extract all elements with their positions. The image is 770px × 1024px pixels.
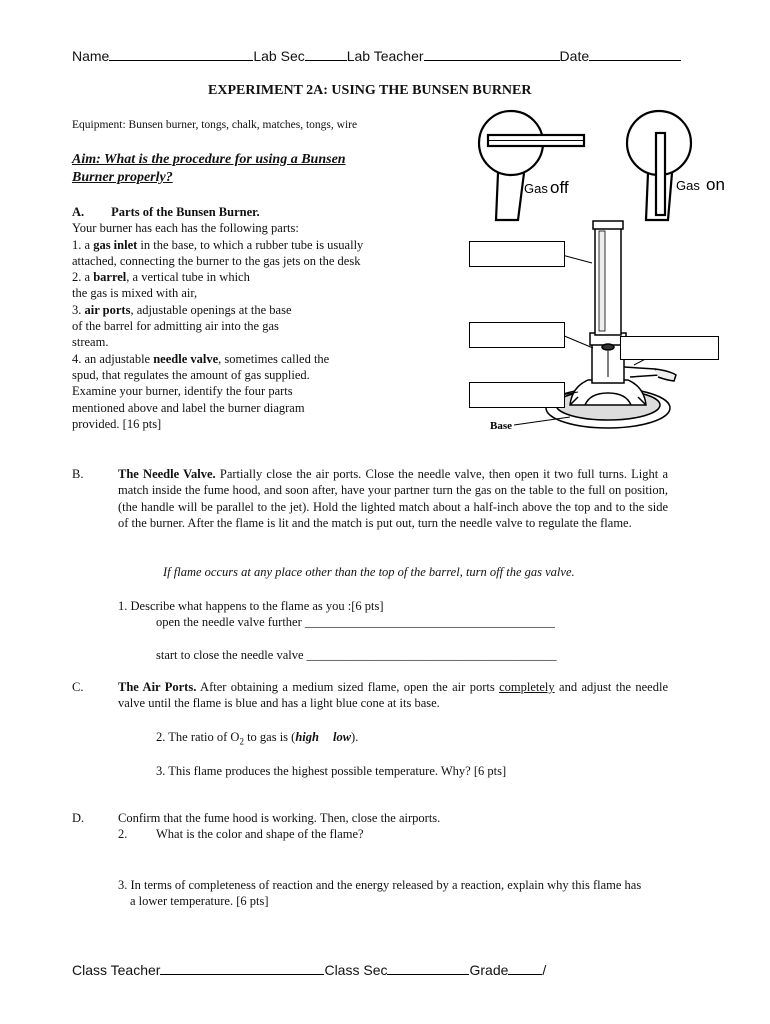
class-teacher-label: Class Teacher [72, 962, 161, 978]
section-a-heading: Parts of the Bunsen Burner. [111, 205, 260, 219]
section-c-letter: C. [72, 680, 84, 694]
gas-off-state: off [550, 178, 569, 197]
gas-on-valve-icon [627, 111, 691, 220]
class-sec-label: Class Sec [324, 962, 388, 978]
section-b-body [118, 466, 668, 531]
label-box-lower[interactable] [469, 382, 565, 408]
part-air-ports: 3. air ports, adjustable openings at the base [72, 302, 292, 317]
base-label: Base [490, 420, 512, 432]
bunsen-burner-icon [546, 221, 676, 428]
aim-line2: Burner properly? [72, 170, 173, 185]
footer-row [72, 962, 546, 978]
lab-teacher-label: Lab Teacher [346, 48, 424, 64]
section-c-heading: The Air Ports. [118, 680, 197, 694]
section-a-intro: Your burner has each has the following parts: [72, 221, 299, 236]
gas-on-label: Gas [676, 178, 700, 193]
label-box-top[interactable] [469, 241, 565, 267]
equipment-line: Equipment: Bunsen burner, tongs, chalk, matches, tongs, wire [72, 119, 358, 131]
section-d-q3-line1: 3. In terms of completeness of reaction and the energy released by a reaction, explain why this flame has [118, 878, 642, 892]
section-d-text: Confirm that the fume hood is working. Then, close the airports. [118, 811, 441, 825]
part-needle-valve-line2: spud, that regulates the amount of gas supplied. [72, 367, 310, 382]
section-d-q2: What is the color and shape of the flame? [156, 827, 364, 841]
section-b-text: Partially close the air ports. Close the needle valve, then open it two full turns. Light a match inside the fume hood, and soon after, have your partner turn the gas on the table to the full on position, (the handle will be parallel to the jet). Hold the lighted match about a half-inch above the top and to the side of the burner. After the flame is lit and the match is put out, turn the needle valve to regulate the flame. [118, 467, 668, 530]
examine-line: Examine your burner, identify the four parts [72, 384, 293, 399]
section-b-heading: The Needle Valve. [118, 467, 216, 481]
option-high[interactable]: high [295, 730, 319, 744]
date-field[interactable] [589, 48, 681, 61]
aim-line1: Aim: What is the procedure for using a Bunsen [72, 152, 346, 167]
aim [72, 151, 346, 187]
option-low[interactable]: low [332, 730, 352, 744]
section-a [72, 204, 363, 432]
part-air-ports-line3: stream. [72, 335, 109, 350]
section-d-letter: D. [72, 811, 85, 825]
question-3-temperature: 3. This flame produces the highest possible temperature. Why? [6 pts] [156, 764, 507, 778]
grade-label: Grade [469, 962, 509, 978]
part-barrel-line2: the gas is mixed with air, [72, 286, 198, 301]
label-box-right[interactable] [620, 336, 719, 360]
question-1: 1. Describe what happens to the flame as you :[6 pts] [118, 599, 384, 613]
flame-warning: If flame occurs at any place other than the top of the barrel, turn off the gas valve. [163, 565, 575, 579]
section-a-points: provided. [16 pts] [72, 416, 162, 431]
lab-teacher-field[interactable] [424, 48, 560, 61]
section-b-letter: B. [72, 467, 84, 481]
date-label: Date [559, 48, 590, 64]
grade-field[interactable] [508, 962, 542, 975]
header-row [72, 48, 681, 64]
part-barrel: 2. a barrel, a vertical tube in which [72, 270, 250, 285]
class-teacher-field[interactable] [160, 962, 324, 975]
question-1b: start to close the needle valve ________________________________________ [156, 648, 557, 662]
gas-on-state: on [706, 175, 725, 194]
lab-sec-label: Lab Sec [253, 48, 305, 64]
question-2-ratio: 2. The ratio of $O_2$ to gas is (high low). [156, 730, 359, 747]
section-a-heading-row [72, 204, 363, 220]
part-air-ports-line2: of the barrel for admitting air into the gas [72, 319, 279, 334]
page-title: EXPERIMENT 2A: USING THE BUNSEN BURNER [208, 83, 532, 98]
part-gas-inlet-line2: attached, connecting the burner to the gas jets on the desk [72, 253, 361, 268]
name-label: Name [72, 48, 110, 64]
gas-off-valve-icon [479, 111, 584, 220]
label-box-middle[interactable] [469, 322, 565, 348]
question-1a: open the needle valve further ________________________________________ [156, 615, 555, 629]
completely-underlined: completely [499, 680, 555, 694]
section-c-body: The Air Ports. After obtaining a medium sized flame, open the air ports completely and adjust the needle valve until the flame is blue and has a light blue cone at its base. [118, 680, 669, 711]
part-gas-inlet: 1. a gas inlet in the base, to which a rubber tube is usually [72, 237, 364, 252]
gas-off-label: Gas [524, 181, 548, 196]
mention-line: mentioned above and label the burner diagram [72, 400, 305, 415]
section-d-q3-line2: a lower temperature. [6 pts] [130, 894, 269, 908]
section-d-q2-num: 2. [118, 827, 128, 841]
name-field[interactable] [109, 48, 253, 61]
section-a-letter: A. [72, 205, 85, 219]
class-sec-field[interactable] [387, 962, 469, 975]
grade-slash: / [542, 962, 547, 978]
part-needle-valve: 4. an adjustable needle valve, sometimes called the [72, 351, 330, 366]
lab-sec-field[interactable] [305, 48, 347, 61]
